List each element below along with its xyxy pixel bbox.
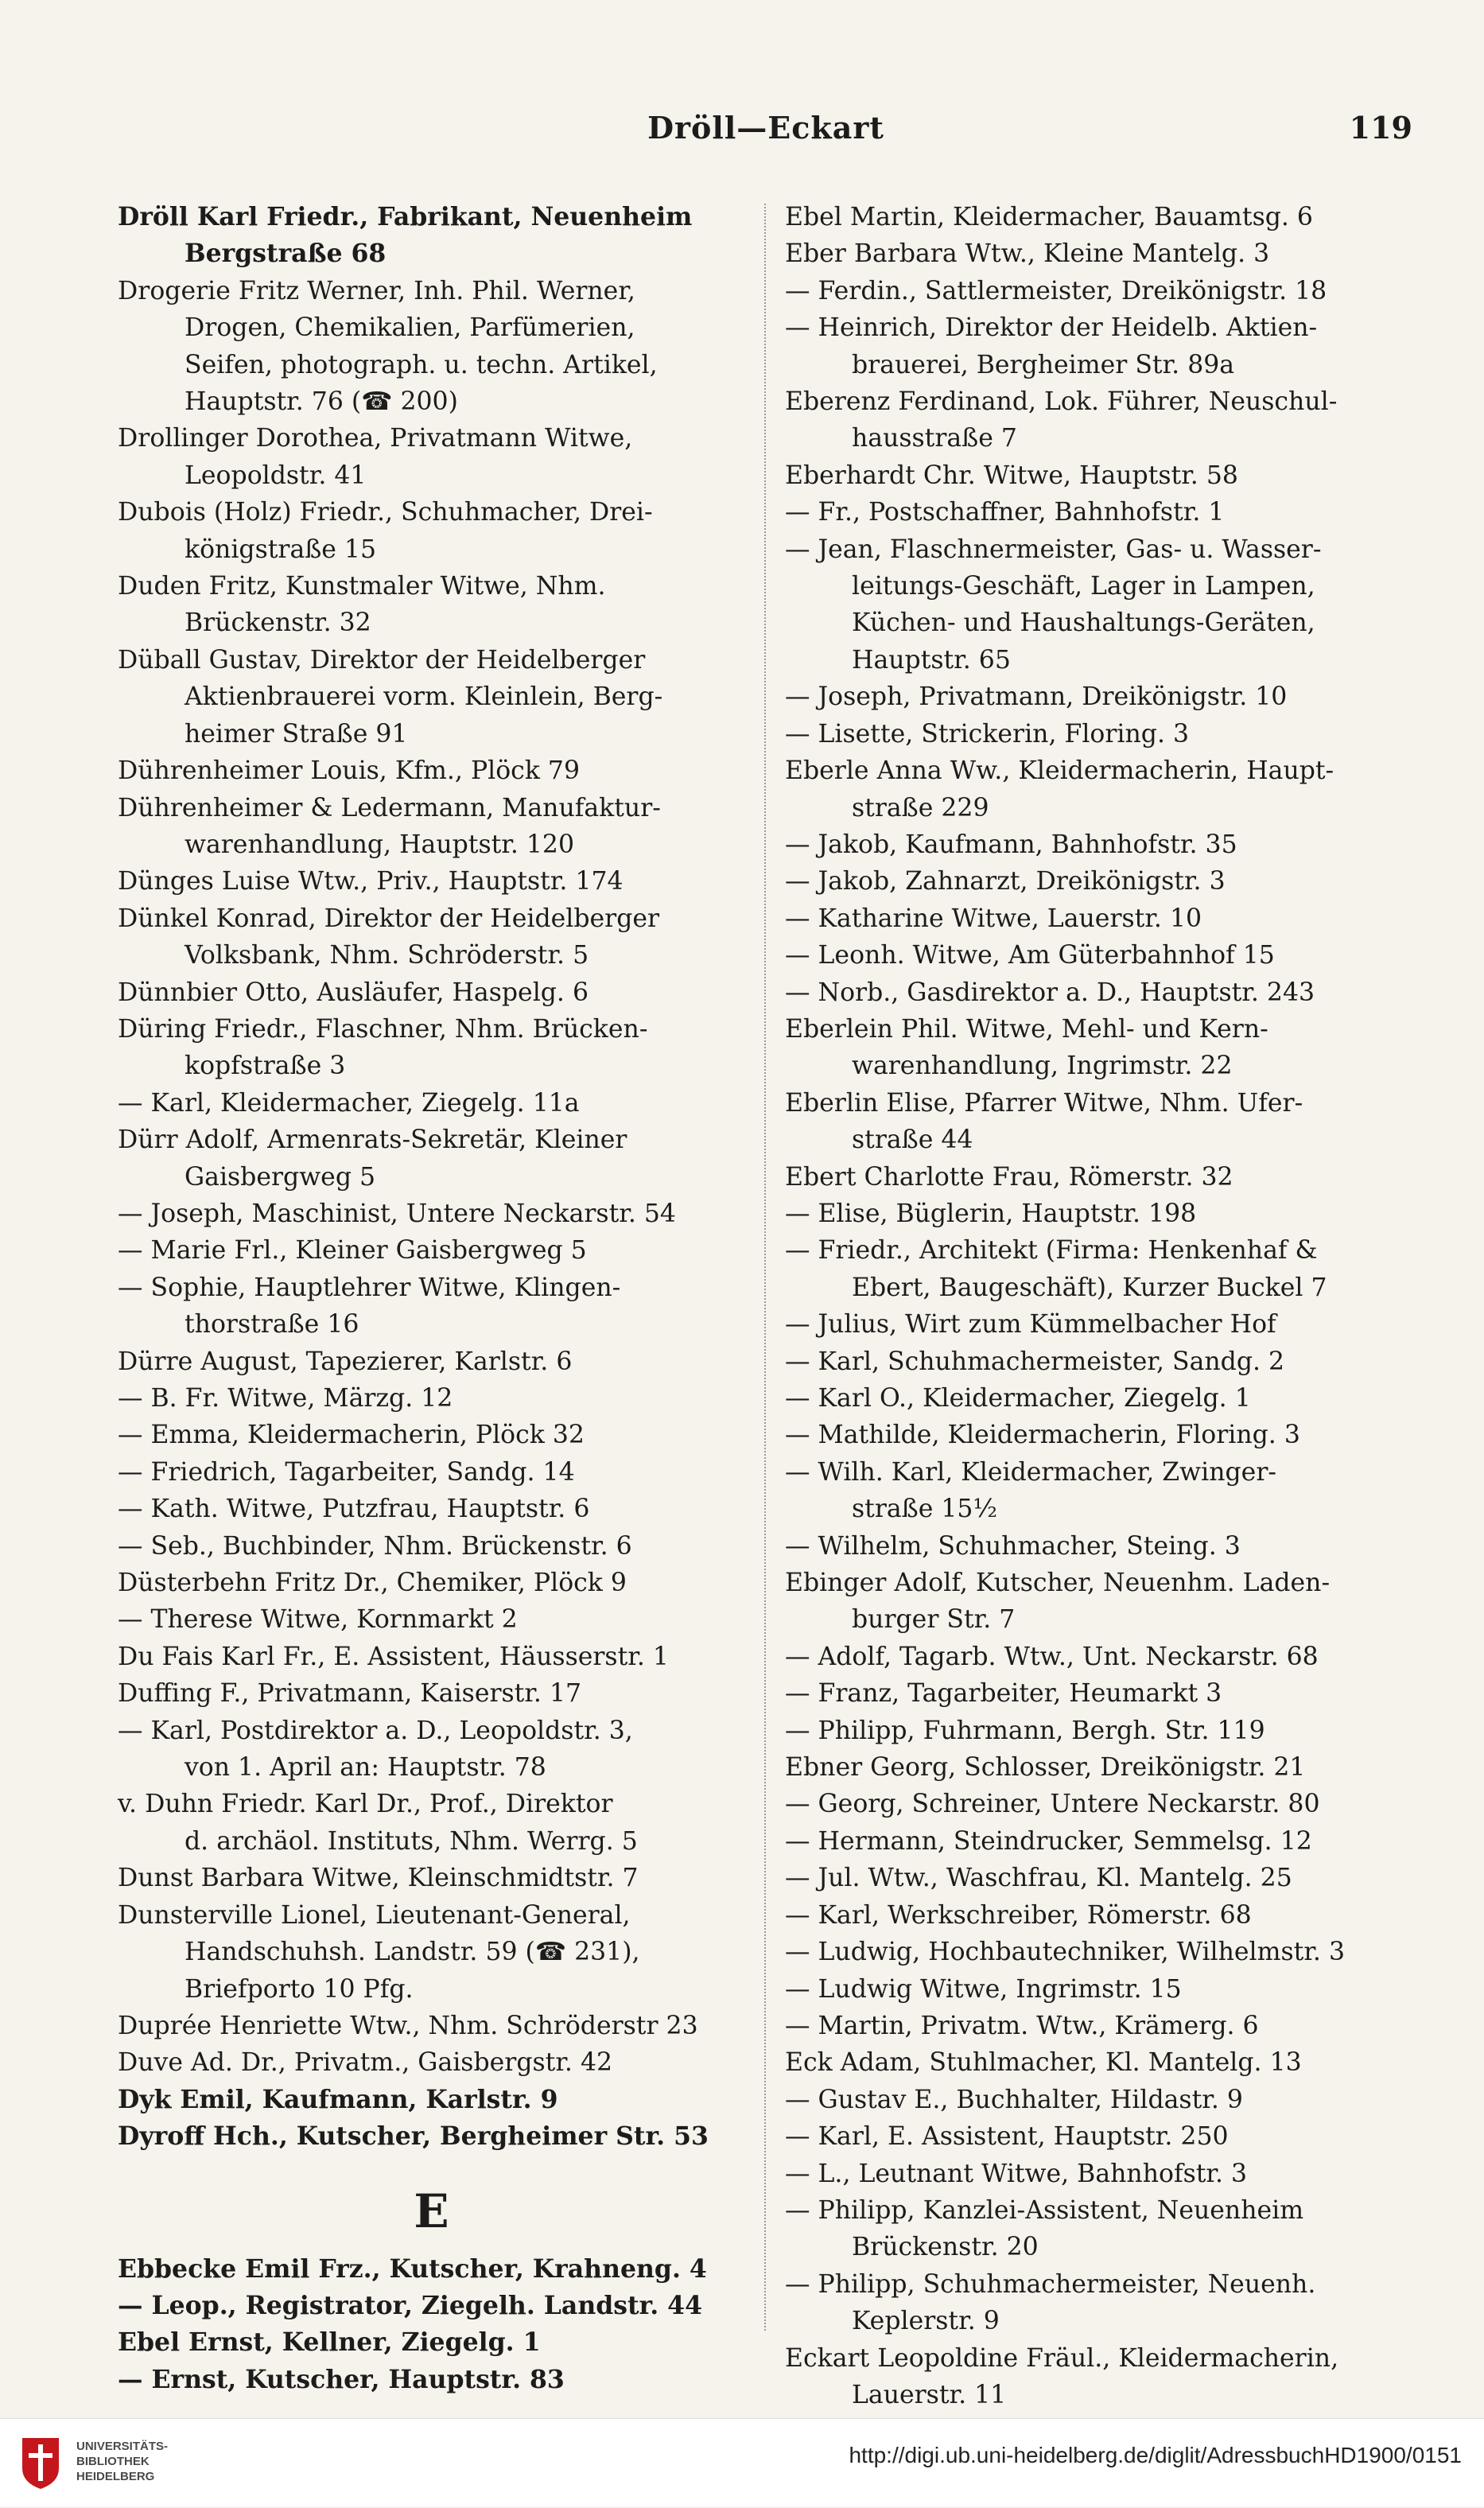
directory-entry: Ebinger Adolf, Kutscher, Neuenhm. Laden-	[785, 1569, 1331, 1598]
directory-entry: Ebbecke Emil Frz., Kutscher, Krahneng. 4	[118, 2253, 707, 2284]
directory-entry-continuation: burger Str. 7	[852, 1605, 1016, 1635]
directory-entry: — Jul. Wtw., Waschfrau, Kl. Mantelg. 25	[785, 1864, 1292, 1893]
directory-entry-continuation: warenhandlung, Ingrimstr. 22	[852, 1052, 1233, 1081]
directory-entry: Duden Fritz, Kunstmaler Witwe, Nhm.	[118, 572, 606, 601]
directory-entry: — Friedr., Architekt (Firma: Henkenhaf &	[785, 1236, 1318, 1266]
directory-entry: — Therese Witwe, Kornmarkt 2	[118, 1605, 518, 1635]
directory-entry: Düring Friedr., Flaschner, Nhm. Brücken-	[118, 1014, 648, 1044]
directory-entry: Eberle Anna Ww., Kleidermacherin, Haupt-	[785, 756, 1334, 786]
directory-entry: Dunst Barbara Witwe, Kleinschmidtstr. 7	[118, 1864, 639, 1893]
directory-entry: — Hermann, Steindrucker, Semmelsg. 12	[785, 1826, 1312, 1856]
directory-entry: — Karl O., Kleidermacher, Ziegelg. 1	[785, 1384, 1251, 1413]
directory-entry: Eckart Leopoldine Fräul., Kleidermacherin,	[785, 2343, 1339, 2373]
directory-entry-continuation: Handschuhsh. Landstr. 59 (☎ 231),	[185, 1938, 640, 1967]
directory-columns	[118, 199, 1412, 2409]
library-name-line: HEIDELBERG	[76, 2470, 155, 2483]
directory-entry: — Ernst, Kutscher, Hauptstr. 83	[118, 2364, 565, 2394]
directory-entry: — Emma, Kleidermacherin, Plöck 32	[118, 1421, 585, 1450]
directory-entry: — Georg, Schreiner, Untere Neckarstr. 80	[785, 1790, 1320, 1819]
directory-entry-continuation: brauerei, Bergheimer Str. 89a	[852, 350, 1235, 379]
directory-entry: — Katharine Witwe, Lauerstr. 10	[785, 904, 1202, 933]
directory-entry: Dürr Adolf, Armenrats-Sekretär, Kleiner	[118, 1126, 627, 1155]
directory-entry: — Leonh. Witwe, Am Güterbahnhof 15	[785, 941, 1275, 970]
right-column	[766, 199, 1412, 2409]
directory-entry: Dürre August, Tapezierer, Karlstr. 6	[118, 1347, 573, 1376]
directory-entry-continuation: königstraße 15	[185, 535, 377, 564]
directory-entry: — Karl, E. Assistent, Hauptstr. 250	[785, 2122, 1229, 2152]
directory-entry: — Wilh. Karl, Kleidermacher, Zwinger-	[785, 1457, 1277, 1487]
directory-entry: Ebner Georg, Schlosser, Dreikönigstr. 21	[785, 1753, 1306, 1783]
directory-entry: — Jakob, Kaufmann, Bahnhofstr. 35	[785, 830, 1237, 859]
university-library-logo-icon	[17, 2433, 64, 2491]
directory-entry-continuation: von 1. April an: Hauptstr. 78	[185, 1753, 546, 1783]
page-header	[119, 110, 1412, 157]
directory-entry-continuation: thorstraße 16	[185, 1310, 359, 1340]
directory-entry: Dubois (Holz) Friedr., Schuhmacher, Drei-	[118, 498, 653, 527]
directory-entry: — Karl, Kleidermacher, Ziegelg. 11a	[118, 1088, 580, 1118]
directory-entry: Dünges Luise Wtw., Priv., Hauptstr. 174	[118, 867, 624, 896]
directory-entry-continuation: warenhandlung, Hauptstr. 120	[185, 830, 575, 859]
directory-entry: Eberlein Phil. Witwe, Mehl- und Kern-	[785, 1014, 1268, 1044]
directory-entry: — Philipp, Schuhmachermeister, Neuenh.	[785, 2269, 1316, 2299]
directory-entry: — Leop., Registrator, Ziegelh. Landstr. 44	[118, 2290, 703, 2320]
directory-entry: — Ludwig Witwe, Ingrimstr. 15	[785, 1974, 1182, 2004]
directory-entry-continuation: d. archäol. Instituts, Nhm. Werrg. 5	[185, 1826, 638, 1856]
library-name-line: BIBLIOTHEK	[76, 2455, 150, 2468]
left-column	[118, 199, 764, 2394]
directory-entry: Eberenz Ferdinand, Lok. Führer, Neuschul-	[785, 387, 1338, 417]
directory-entry: Dührenheimer Louis, Kfm., Plöck 79	[118, 756, 580, 786]
directory-entry: — Martin, Privatm. Wtw., Krämerg. 6	[785, 2011, 1259, 2040]
directory-entry-continuation: Drogen, Chemikalien, Parfümerien,	[185, 313, 635, 343]
directory-entry-continuation: straße 44	[852, 1126, 973, 1155]
library-name-line: UNIVERSITÄTS-	[76, 2440, 169, 2453]
directory-entry: Düsterbehn Fritz Dr., Chemiker, Plöck 9	[118, 1569, 627, 1598]
directory-entry: Drogerie Fritz Werner, Inh. Phil. Werner,	[118, 276, 635, 305]
directory-entry-continuation: Volksbank, Nhm. Schröderstr. 5	[185, 941, 589, 970]
directory-entry: Dührenheimer & Ledermann, Manufaktur-	[118, 793, 661, 822]
directory-entry: — Karl, Schuhmachermeister, Sandg. 2	[785, 1347, 1285, 1376]
directory-entry: — Friedrich, Tagarbeiter, Sandg. 14	[118, 1457, 575, 1487]
directory-entry: Eber Barbara Wtw., Kleine Mantelg. 3	[785, 239, 1270, 269]
directory-entry: — Mathilde, Kleidermacherin, Floring. 3	[785, 1421, 1300, 1450]
page-number: 119	[1349, 110, 1412, 146]
directory-entry: — Philipp, Kanzlei-Assistent, Neuenheim	[785, 2195, 1304, 2225]
directory-entry: Eck Adam, Stuhlmacher, Kl. Mantelg. 13	[785, 2048, 1302, 2078]
directory-entry: — Seb., Buchbinder, Nhm. Brückenstr. 6	[118, 1531, 632, 1561]
directory-entry: — Elise, Büglerin, Hauptstr. 198	[785, 1199, 1197, 1228]
directory-entry-continuation: Briefporto 10 Pfg.	[185, 1974, 414, 2004]
directory-entry: — Fr., Postschaffner, Bahnhofstr. 1	[785, 498, 1225, 527]
directory-entry: — Adolf, Tagarb. Wtw., Unt. Neckarstr. 68	[785, 1642, 1319, 1671]
directory-entry-continuation: hausstraße 7	[852, 424, 1017, 453]
directory-entry-continuation: Keplerstr. 9	[852, 2307, 1000, 2336]
directory-entry: Dunsterville Lionel, Lieutenant-General,	[118, 1900, 631, 1930]
directory-entry-continuation: Hauptstr. 76 (☎ 200)	[185, 387, 458, 417]
directory-entry-continuation: Küchen- und Haushaltungs-Geräten,	[852, 609, 1315, 638]
directory-entry: — Philipp, Fuhrmann, Bergh. Str. 119	[785, 1716, 1265, 1745]
directory-entry: Duffing F., Privatmann, Kaiserstr. 17	[118, 1679, 582, 1709]
directory-entry: Ebel Ernst, Kellner, Ziegelg. 1	[118, 2327, 541, 2358]
source-url-link[interactable]: http://digi.ub.uni-heidelberg.de/diglit/AdressbuchHD1900/0151	[849, 2443, 1462, 2467]
directory-entry-continuation: Hauptstr. 65	[852, 645, 1011, 675]
directory-entry: Düball Gustav, Direktor der Heidelberger	[118, 645, 646, 675]
directory-entry-continuation: Gaisbergweg 5	[185, 1162, 376, 1192]
directory-entry: Duve Ad. Dr., Privatm., Gaisbergstr. 42	[118, 2048, 613, 2078]
library-name	[76, 2439, 168, 2484]
directory-entry: — Joseph, Maschinist, Untere Neckarstr. 54	[118, 1199, 676, 1228]
directory-entry-continuation: straße 15½	[852, 1495, 997, 1524]
directory-entry: — Norb., Gasdirektor a. D., Hauptstr. 243	[785, 978, 1315, 1007]
directory-entry: — Ferdin., Sattlermeister, Dreikönigstr. 18	[785, 276, 1327, 305]
directory-entry: — Jean, Flaschnermeister, Gas- u. Wasser-	[785, 535, 1322, 564]
directory-entry: v. Duhn Friedr. Karl Dr., Prof., Direktor	[118, 1790, 613, 1819]
directory-entry-continuation: Seifen, photograph. u. techn. Artikel,	[185, 350, 658, 379]
directory-entry-continuation: Aktienbrauerei vorm. Kleinlein, Berg-	[185, 682, 663, 712]
directory-entry: Drollinger Dorothea, Privatmann Witwe,	[118, 424, 633, 453]
directory-entry: — Gustav E., Buchhalter, Hildastr. 9	[785, 2085, 1243, 2114]
footer-bar	[0, 2418, 1484, 2506]
directory-entry: — Joseph, Privatmann, Dreikönigstr. 10	[785, 682, 1288, 712]
directory-entry-continuation: Brückenstr. 32	[185, 609, 371, 638]
directory-entry: Duprée Henriette Wtw., Nhm. Schröderstr 23	[118, 2011, 698, 2040]
directory-entry: Dünkel Konrad, Direktor der Heidelberger	[118, 904, 660, 933]
running-title: Dröll—Eckart	[647, 110, 884, 146]
directory-entry: — Wilhelm, Schuhmacher, Steing. 3	[785, 1531, 1241, 1561]
directory-entry: — Sophie, Hauptlehrer Witwe, Klingen-	[118, 1273, 621, 1302]
directory-entry: — Karl, Postdirektor a. D., Leopoldstr. 3,	[118, 1716, 633, 1745]
directory-entry-continuation: Leopoldstr. 41	[185, 461, 367, 490]
directory-entry: — Karl, Werkschreiber, Römerstr. 68	[785, 1900, 1252, 1930]
directory-entry: Ebel Martin, Kleidermacher, Bauamtsg. 6	[785, 203, 1313, 231]
directory-entry: — Kath. Witwe, Putzfrau, Hauptstr. 6	[118, 1495, 590, 1524]
directory-entry: Ebert Charlotte Frau, Römerstr. 32	[785, 1162, 1233, 1192]
directory-entry-continuation: leitungs-Geschäft, Lager in Lampen,	[852, 572, 1315, 601]
directory-entry: — Heinrich, Direktor der Heidelb. Aktien-	[785, 313, 1318, 343]
directory-entry-continuation: straße 229	[852, 793, 989, 822]
section-letter: E	[414, 2183, 449, 2238]
directory-entry: Du Fais Karl Fr., E. Assistent, Häusserstr. 1	[118, 1642, 669, 1671]
directory-entry: — L., Leutnant Witwe, Bahnhofstr. 3	[785, 2159, 1248, 2188]
directory-entry: Dyk Emil, Kaufmann, Karlstr. 9	[118, 2084, 558, 2114]
directory-entry: — Franz, Tagarbeiter, Heumarkt 3	[785, 1679, 1222, 1709]
directory-entry: — Lisette, Strickerin, Floring. 3	[785, 719, 1190, 749]
directory-entry-continuation: Ebert, Baugeschäft), Kurzer Buckel 7	[852, 1273, 1327, 1302]
directory-entry-continuation: kopfstraße 3	[185, 1052, 346, 1081]
directory-entry-continuation: Brückenstr. 20	[852, 2233, 1039, 2262]
directory-entry: — B. Fr. Witwe, Märzg. 12	[118, 1384, 453, 1413]
directory-entry: Eberhardt Chr. Witwe, Hauptstr. 58	[785, 461, 1238, 490]
directory-entry: — Julius, Wirt zum Kümmelbacher Hof	[785, 1310, 1276, 1340]
directory-entry-continuation: Lauerstr. 11	[852, 2380, 1007, 2409]
directory-entry: — Ludwig, Hochbautechniker, Wilhelmstr. 3	[785, 1938, 1345, 1967]
directory-entry-continuation: heimer Straße 91	[185, 719, 408, 749]
directory-entry: Eberlin Elise, Pfarrer Witwe, Nhm. Ufer-	[785, 1088, 1303, 1118]
directory-entry: — Marie Frl., Kleiner Gaisbergweg 5	[118, 1236, 587, 1266]
directory-entry-continuation: Bergstraße 68	[185, 239, 387, 269]
directory-entry: Dröll Karl Friedr., Fabrikant, Neuenheim	[118, 202, 693, 231]
directory-entry: Dyroff Hch., Kutscher, Bergheimer Str. 53	[118, 2121, 709, 2152]
directory-entry: Dünnbier Otto, Ausläufer, Haspelg. 6	[118, 978, 589, 1007]
directory-entry: — Jakob, Zahnarzt, Dreikönigstr. 3	[785, 867, 1226, 896]
